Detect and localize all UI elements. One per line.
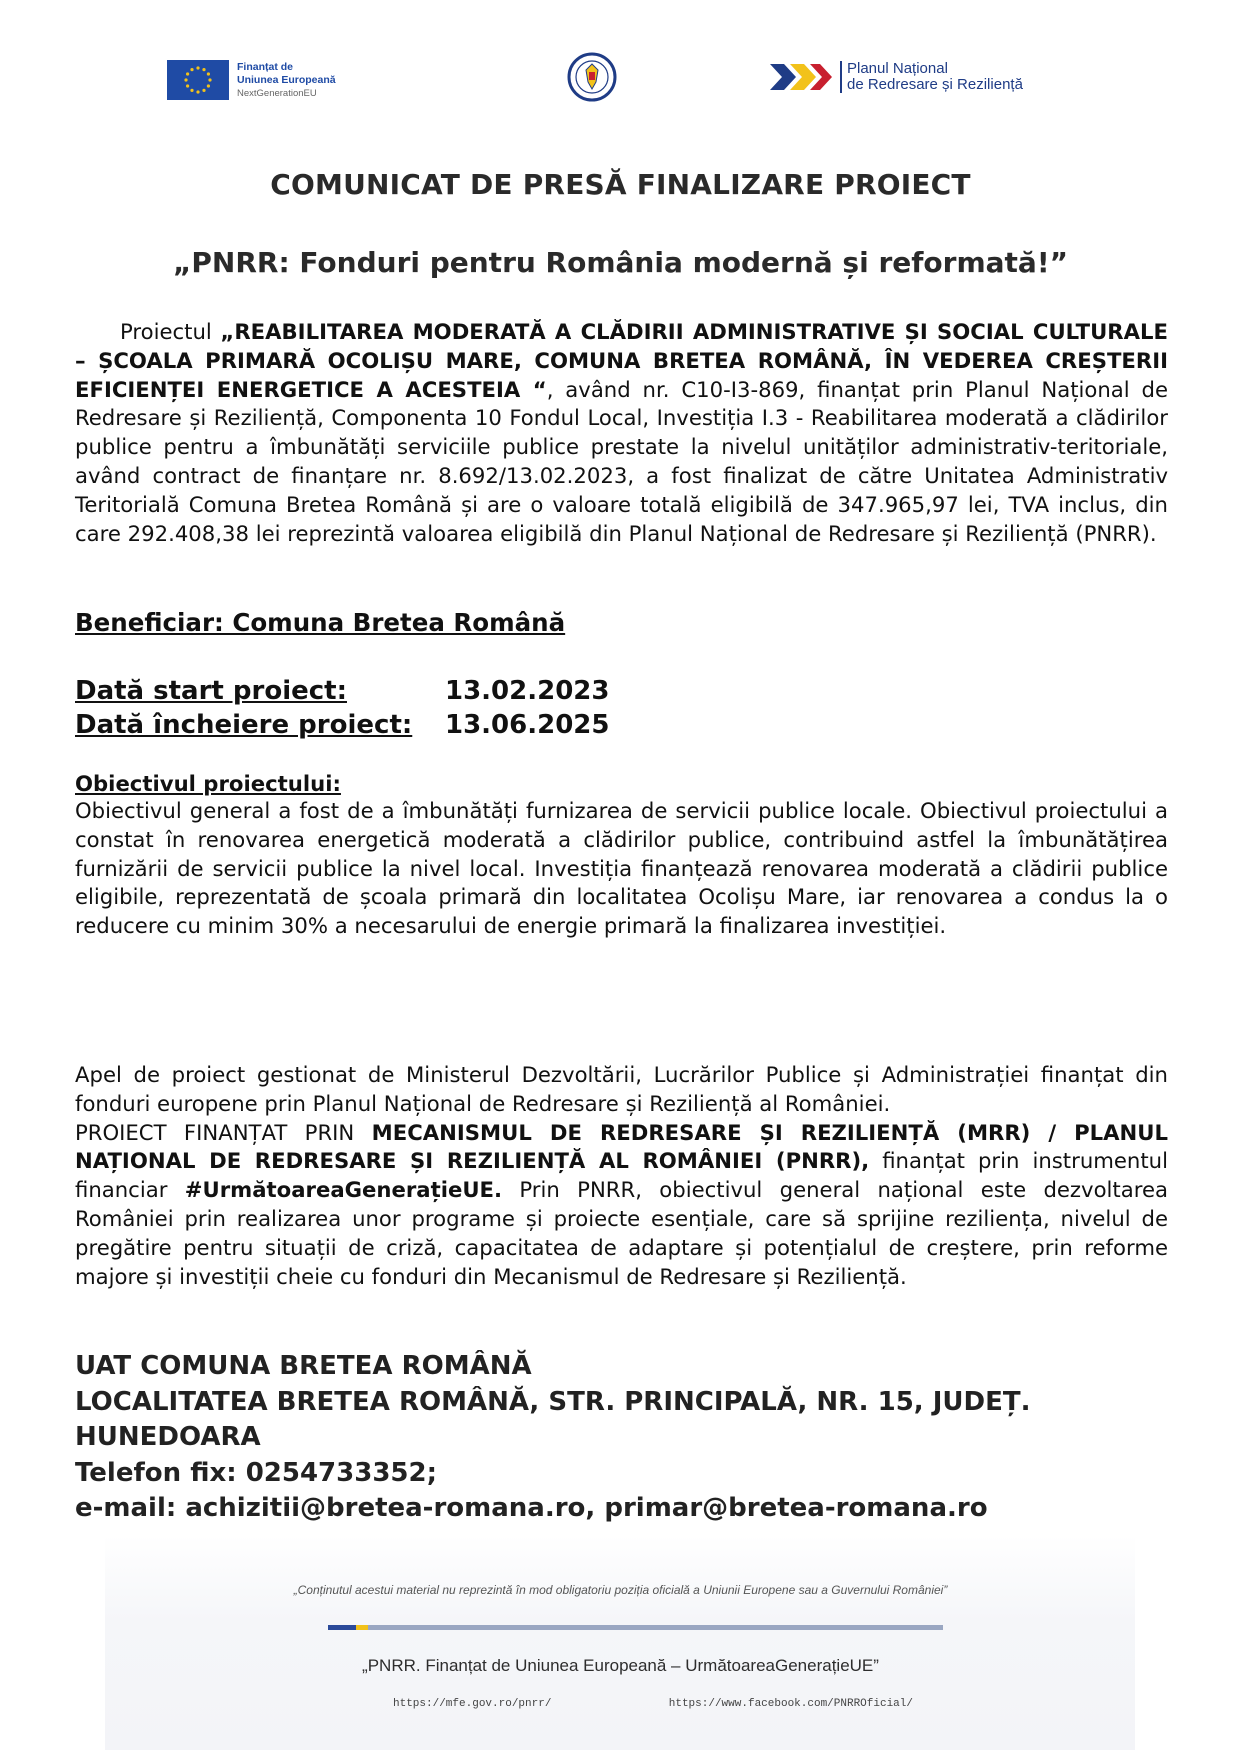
intro-lead: Proiectul	[120, 319, 221, 344]
eu-logo-text	[237, 61, 336, 100]
funding-section	[75, 1061, 1168, 1291]
footer-link-facebook[interactable]: https://www.facebook.com/PNRROficial/	[668, 1698, 913, 1710]
funding-mechanism: MECANISMUL DE REDRESARE ȘI REZILIENȚĂ (MRR) / PLANUL NAȚIONAL DE REDRESARE ȘI REZILIENȚĂ AL ROMÂNIEI (PNRR),	[75, 1119, 1168, 1174]
footer-divider-blue-segment	[328, 1625, 356, 1630]
objective-paragraph: Obiectivul general a fost de a îmbunătăți furnizarea de servicii publice locale. Obiectivul proiectului a constat în renovarea energetică moderată a clădirilor publice, contribuind astfel la îmbunătățirea furnizării de servicii publice la nivel local. Investiția finanțează renovarea moderată a clădirii publice eligibile, reprezentată de școala primară din localitatea Ocolișu Mare, iar renovarea a condus la o reducere cu minim 30% a necesarului de energie primară la finalizarea investiției.	[75, 798, 1168, 939]
project-dates	[75, 674, 609, 742]
eu-logo-line1: Finanțat de	[237, 60, 294, 73]
pnrr-logo-line1: Planul Național	[847, 60, 948, 77]
end-date-label: Dată încheiere proiect:	[75, 710, 413, 740]
funding-rest: Prin PNRR, obiectivul general național este dezvoltarea României prin realizarea unor programe și proiecte esențiale, care să sprijine reziliența, nivelul de pregătire pentru situații de criză, capacitatea de adaptare și potențialul de creștere, prin reforme majore și investiții cheie cu fonduri din Mecanismul de Redresare și Reziliență.	[75, 1177, 1168, 1289]
footer-links	[393, 1698, 913, 1710]
funding-call-paragraph: Apel de proiect gestionat de Ministerul Dezvoltării, Lucrărilor Publice și Administrației finanțat din fonduri europene prin Planul Național de Redresare și Reziliență al României.	[75, 1062, 1168, 1116]
contact-org: UAT COMUNA BRETEA ROMÂNĂ	[75, 1351, 532, 1381]
eu-logo-line2: Uniunea Europeană	[237, 73, 336, 86]
contact-email[interactable]: e-mail: achizitii@bretea-romana.ro, primar@bretea-romana.ro	[75, 1493, 988, 1523]
end-date-value: 13.06.2025	[445, 710, 610, 740]
pnrr-logo	[770, 60, 1023, 94]
pnrr-logo-text	[840, 61, 1023, 93]
funding-mid: finanțat prin instrumentul financiar	[75, 1148, 1168, 1203]
funding-mechanism-paragraph	[75, 1119, 1168, 1292]
footer-disclaimer: „Conținutul acestui material nu reprezintă în mod obligatoriu poziția oficială a Uniunii Europene sau a Guvernului României”	[293, 1583, 948, 1597]
funding-hashtag: #UrmătoareaGenerațieUE.	[184, 1177, 503, 1203]
start-date-label: Dată start proiect:	[75, 676, 347, 706]
pnrr-arrows-icon	[770, 60, 834, 94]
start-date-row	[75, 674, 609, 708]
eu-logo-line3: NextGenerationEU	[237, 87, 317, 99]
eu-funding-logo	[167, 60, 336, 100]
footer-slogan: „PNRR. Finanțat de Uniunea Europeană – UrmătoareaGenerațieUE”	[362, 1656, 879, 1675]
project-intro-paragraph	[75, 318, 1168, 548]
funding-lead: PROIECT FINANȚAT PRIN	[75, 1119, 372, 1145]
footer-background	[105, 1535, 1135, 1750]
contact-address: LOCALITATEA BRETEA ROMÂNĂ, STR. PRINCIPALĂ, NR. 15, JUDEȚ. HUNEDOARA	[75, 1386, 1031, 1452]
contact-phone: Telefon fix: 0254733352;	[75, 1457, 437, 1488]
footer-link-mfe[interactable]: https://mfe.gov.ro/pnrr/	[393, 1698, 552, 1710]
footer-divider	[328, 1625, 943, 1630]
project-name: „REABILITAREA MODERATĂ A CLĂDIRII ADMINISTRATIVE ȘI SOCIAL CULTURALE – ȘCOALA PRIMARĂ OCOLIȘU MARE, COMUNA BRETEA ROMÂNĂ, ÎN VEDEREA CREȘTERII EFICIENȚEI ENERGETICE A ACESTEIA “	[75, 319, 1168, 402]
end-date-row	[75, 708, 609, 742]
start-date-value: 13.02.2023	[445, 676, 610, 706]
romania-government-seal-icon	[567, 52, 617, 102]
contact-block	[75, 1349, 1175, 1527]
footer-divider-yellow-segment	[356, 1625, 368, 1630]
pnrr-logo-line2: de Redresare și Reziliență	[847, 76, 1023, 93]
eu-flag-icon	[167, 60, 229, 100]
beneficiary-heading: Beneficiar: Comuna Bretea Română	[75, 608, 566, 637]
document-subtitle: „PNRR: Fonduri pentru România modernă și reformată!”	[173, 246, 1068, 279]
objective-heading: Obiectivul proiectului:	[75, 771, 341, 796]
document-title: COMUNICAT DE PRESĂ FINALIZARE PROIECT	[270, 168, 971, 201]
intro-rest: , având nr. C10-I3-869, finanțat prin Planul Național de Redresare și Reziliență, Componenta 10 Fondul Local, Investiția I.3 - Reabilitarea moderată a clădirilor publice pentru a îmbunătăți serviciile publice prestate la nivelul unităților administrativ-teritoriale, având contract de finanțare nr. 8.692/13.02.2023, a fost finalizat de către Unitatea Administrativ Teritorială Comuna Bretea Română și are o valoare totală eligibilă de 347.965,97 lei, TVA inclus, din care 292.408,38 lei reprezintă valoarea eligibilă din Planul Național de Redresare și Reziliență (PNRR).	[75, 376, 1168, 546]
